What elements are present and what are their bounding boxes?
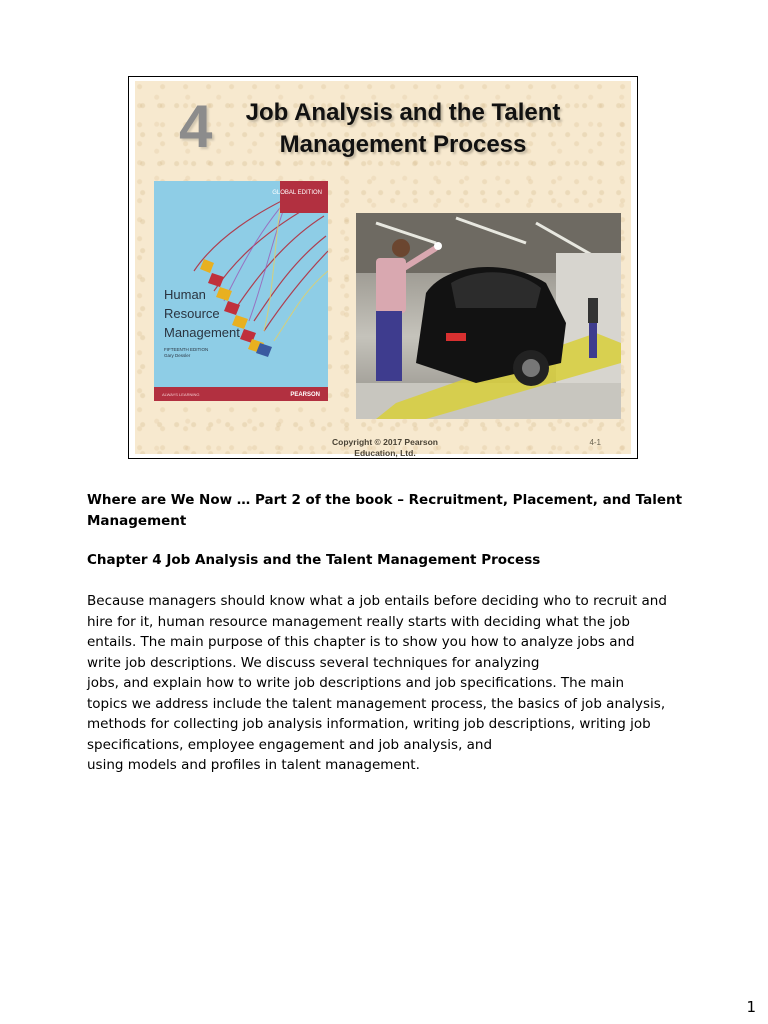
slide-title: Job Analysis and the Talent Management Process	[245, 99, 561, 158]
slide-background	[135, 81, 631, 458]
body-line: write job descriptions. We discuss several techniques for analyzing	[87, 654, 540, 671]
notes-section	[87, 490, 687, 776]
slide-number: 4-1	[589, 438, 601, 447]
notes-subheading: Chapter 4 Job Analysis and the Talent Management Process	[87, 552, 541, 568]
body-line: Because managers should know what a job entails before deciding who to recruit and	[87, 593, 667, 609]
book-band-text: ALWAYS LEARNING	[162, 392, 200, 397]
book-title	[164, 285, 240, 342]
book-title-line: Management	[164, 325, 240, 340]
body-line: hire for it, human resource management really starts with deciding what the job	[87, 613, 631, 630]
body-line: using models and profiles in talent management.	[87, 757, 420, 773]
chapter-number: 4	[179, 93, 213, 160]
factory-photo	[356, 213, 621, 419]
notes-body	[87, 591, 687, 776]
book-title-line: Resource	[164, 306, 220, 321]
copyright-notice	[315, 437, 455, 459]
body-line: topics we address include the talent management process, the basics of job analysis,	[87, 695, 666, 712]
copyright-line: Copyright © 2017 Pearson	[332, 437, 438, 447]
book-author	[164, 347, 208, 359]
page-number: 1	[746, 998, 756, 1016]
body-line: methods for collecting job analysis information, writing job descriptions, writing job	[87, 716, 651, 732]
book-cover-image	[154, 181, 328, 401]
notes-heading: Where are We Now … Part 2 of the book – Recruitment, Placement, and Talent Management	[87, 492, 683, 529]
book-publisher: PEARSON	[290, 392, 320, 398]
body-line: specifications, employee engagement and job analysis, and	[87, 736, 493, 753]
body-line: jobs, and explain how to write job descriptions and job specifications. The main	[87, 675, 625, 691]
book-edition-text: FIFTEENTH EDITION	[164, 347, 209, 352]
book-edition-badge: GLOBAL EDITION	[272, 190, 322, 196]
factory-photo-art	[356, 213, 621, 419]
body-line: entails. The main purpose of this chapter is to show you how to analyze jobs and	[87, 634, 635, 650]
book-title-line: Human	[164, 287, 206, 302]
book-author-name: Gary Dessler	[164, 353, 191, 358]
slide-frame	[128, 76, 638, 459]
copyright-line: Education, Ltd.	[354, 448, 416, 458]
book-edition-tab	[280, 181, 328, 213]
